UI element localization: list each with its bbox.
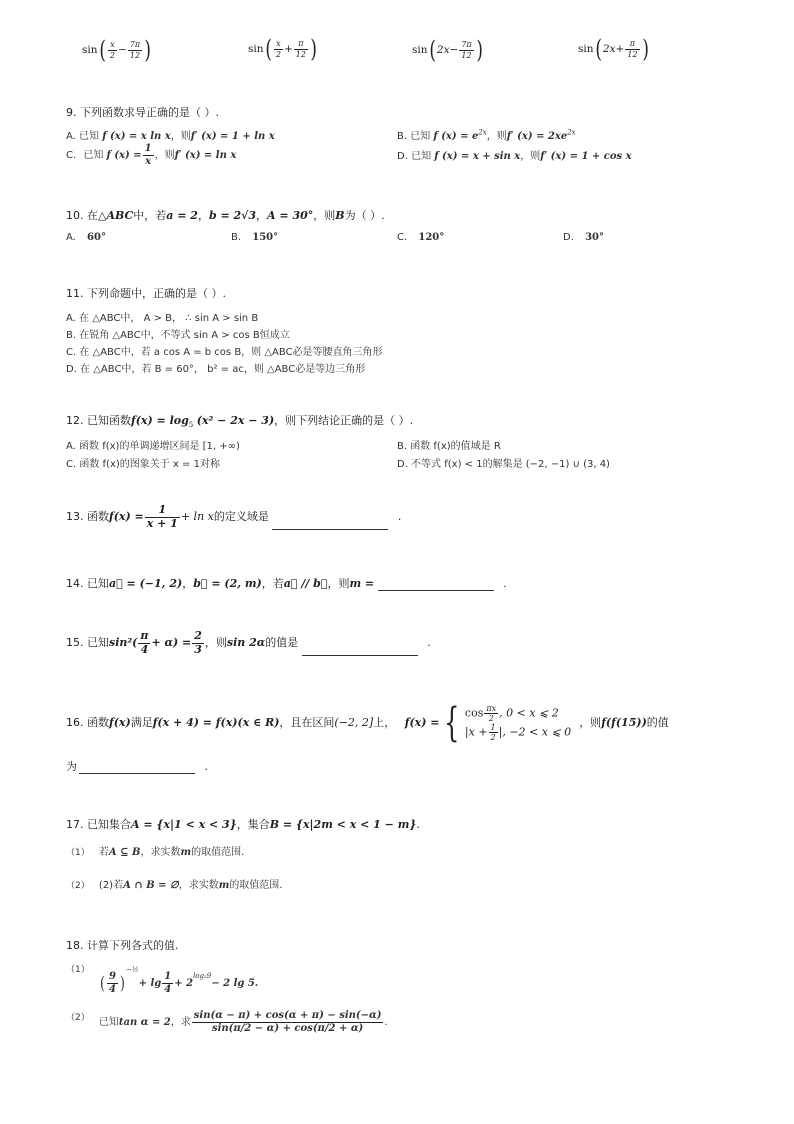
q-text: . <box>204 760 208 773</box>
q-text: 10. 在 <box>66 209 98 222</box>
q-math: A ⊆ B <box>108 847 141 858</box>
answer-blank[interactable] <box>79 763 195 774</box>
q11-option-a: A. 在 △ABC中， A > B， ∴ sin A > sin B <box>66 313 259 324</box>
fn: sin <box>248 43 264 55</box>
q-math: + 2 <box>174 978 194 989</box>
frac-num: 7π <box>461 40 472 50</box>
q13-question <box>66 504 401 530</box>
opt-label: D. <box>397 151 408 162</box>
piecewise-row-2 <box>465 723 571 742</box>
q-text: 的值 <box>646 716 669 729</box>
q12-option-d: D. 不等式 f(x) < 1的解集是 (−2, −1) ∪ (3, 4) <box>397 459 610 470</box>
abs-pre: |x + <box>464 725 488 739</box>
q-math: f(x) <box>109 716 131 729</box>
exp: −½ <box>125 966 139 974</box>
opt-math: 30° <box>585 232 604 243</box>
sub-label: （2） <box>66 881 90 891</box>
q-text: ，且在区间 <box>279 716 335 729</box>
frac-den: 2 <box>490 733 496 743</box>
q-math: b⃗ = (2, m) <box>193 577 262 590</box>
q-text: 的定义域是 <box>213 510 269 524</box>
q-text: ，求实数 <box>140 847 181 858</box>
answer-blank[interactable] <box>378 580 494 591</box>
fn: sin <box>578 43 594 55</box>
frac-den: 12 <box>461 50 472 60</box>
q14-question <box>66 575 507 591</box>
opt-math: 120° <box>418 232 445 243</box>
opt-math: f (x) = e <box>433 131 479 142</box>
q17-sub-1 <box>66 843 244 858</box>
q-math: A = 30° <box>267 209 314 222</box>
option-b-expression: sin( $\frac{x}{2}$ + $\frac{\pi}{12}$ ) <box>248 35 317 63</box>
frac-den: x + 1 <box>146 516 178 530</box>
q15-question <box>66 630 431 656</box>
frac-num: 9 <box>108 971 116 982</box>
q12-option-c: C. 函数 f(x)的图象关于 x = 1对称 <box>66 459 220 470</box>
opt-math: f (x) = <box>106 150 142 161</box>
q9-title: 9. 下列函数求导正确的是（ ）. <box>66 106 219 119</box>
q-text: 的取值范围. <box>229 880 283 891</box>
q-math: tan α = 2 <box>118 1017 171 1028</box>
q-math: f(x) = <box>404 716 440 729</box>
q-text: . <box>427 636 431 650</box>
q-math: a⃗ = (−1, 2) <box>109 577 183 590</box>
op: − <box>449 44 459 56</box>
q-math: A = {x|1 < x < 3} <box>131 818 237 831</box>
q11-option-d: D. 在 △ABC中，若 B = 60°， b² = ac，则 △ABC必是等边三角形 <box>66 364 366 375</box>
opt-math: 60° <box>87 232 106 243</box>
sub-label: （1） <box>66 848 90 858</box>
frac-num: x <box>274 39 283 49</box>
opt-label: A. <box>66 232 76 243</box>
sub-label: （1） <box>66 965 90 975</box>
frac-num: 7π <box>129 40 141 50</box>
term: 2x <box>436 44 450 56</box>
q-sub: 5 <box>188 421 194 430</box>
cond: , 0 < x ⩽ 2 <box>499 706 559 720</box>
q-text: ，求实数 <box>178 880 219 891</box>
frac-den: sin(π/2 − α) + cos(π/2 + α) <box>211 1022 364 1034</box>
q9-option-c <box>66 143 236 167</box>
q16-answer-line <box>66 758 208 774</box>
frac-den: x <box>145 155 152 167</box>
frac-num: πx <box>486 703 497 713</box>
opt-text: 已知 <box>411 151 432 162</box>
q-text: ，集合 <box>236 818 270 831</box>
q10-option-b <box>231 232 278 243</box>
frac-num: sin(α − π) + cos(α + π) − sin(−α) <box>193 1010 382 1021</box>
q-math: m <box>218 880 230 891</box>
option-d-expression: sin(2x+ $\frac{\pi}{12}$ ) <box>578 35 649 63</box>
q9-option-a <box>66 127 275 142</box>
q-math: B <box>335 209 345 222</box>
q-text: 13. 函数 <box>66 510 109 524</box>
fn: cos <box>464 706 484 720</box>
q-text: ，若 <box>261 577 284 590</box>
opt-text: ，则 <box>170 131 191 142</box>
op: + <box>615 43 625 55</box>
opt-math: f (x) = x + sin x <box>434 151 521 162</box>
q12-option-a: A. 函数 f(x)的单调递增区间是 [1, +∞) <box>66 441 240 452</box>
q-text: 15. 已知 <box>66 636 109 650</box>
q-text: 已知 <box>98 1017 119 1028</box>
q-text: ，则下列结论正确的是（ ）. <box>274 414 414 427</box>
frac-num: π <box>625 39 639 49</box>
piecewise-brace: { <box>444 700 460 746</box>
q-math: a⃗ // b⃗ <box>283 577 328 590</box>
q-text: 中，若 <box>133 209 167 222</box>
frac-num: x <box>108 40 117 50</box>
fn: sin <box>412 44 428 56</box>
q-text: . <box>384 1017 388 1028</box>
q-text: . <box>503 577 507 590</box>
q-math: f(x) = <box>109 510 144 524</box>
answer-blank[interactable] <box>272 519 388 530</box>
opt-label: A. <box>66 131 76 142</box>
q-math: + lg <box>138 978 162 989</box>
q11-option-b: B. 在锐角 △ABC中，不等式 sin A > cos B恒成立 <box>66 330 290 341</box>
op: + <box>283 43 293 55</box>
q-math: − 2 lg 5. <box>211 978 259 989</box>
q-math: f(x + 4) = f(x)(x ∈ R) <box>152 716 280 729</box>
opt-label: B. <box>397 131 408 142</box>
opt-label: C. <box>66 150 77 161</box>
q-text: . <box>416 818 420 831</box>
q-text: 14. 已知 <box>66 577 109 590</box>
q-math: A ∩ B = ∅ <box>123 880 179 891</box>
opt-text: ，则 <box>154 150 175 161</box>
q-text: ， <box>256 209 268 222</box>
q-math: m = <box>349 577 375 590</box>
frac-num: 1 <box>145 504 180 518</box>
frac-num: π <box>294 39 308 49</box>
frac-den: 12 <box>295 49 306 59</box>
q9-option-d <box>397 147 632 162</box>
q-math: B = {x|2m < x < 1 − m} <box>269 818 417 831</box>
exp: log₂9 <box>193 972 212 980</box>
opt-text: 已知 <box>410 131 431 142</box>
opt-label: B. <box>231 232 242 243</box>
q-math: f(f(15)) <box>601 716 647 729</box>
opt-label: C. <box>397 232 408 243</box>
q-math: a = 2 <box>166 209 198 222</box>
q18-sub-1 <box>66 962 258 995</box>
q-text: ，则 <box>204 636 227 650</box>
q-text: ，则 <box>579 716 602 729</box>
frac-den: 4 <box>140 642 149 656</box>
q-text: 上， <box>373 716 396 729</box>
q9-option-b <box>397 127 576 142</box>
fn: sin <box>82 44 98 56</box>
frac-den: 3 <box>194 642 202 656</box>
q-text: 为 <box>66 760 77 773</box>
q-math: △ABC <box>98 209 134 222</box>
frac-den: 12 <box>129 50 141 60</box>
q-text: ，则 <box>327 577 350 590</box>
opt-sup: 2x <box>567 128 576 137</box>
frac-num: 2 <box>194 629 202 642</box>
option-c-expression: sin(2x− $\frac{7\pi}{12}$ ) <box>412 36 483 64</box>
opt-text: 已知 <box>83 150 104 161</box>
q-math: (−2, 2] <box>334 716 374 729</box>
piecewise-rows <box>465 704 571 743</box>
cond: |, −2 < x ⩽ 0 <box>498 725 572 739</box>
q10-title <box>66 207 385 223</box>
opt-math: 150° <box>252 232 279 243</box>
q12-option-b: B. 函数 f(x)的值域是 R <box>397 441 501 452</box>
q-math: (x² − 2x − 3) <box>196 414 275 427</box>
q-math: + α) = <box>151 636 192 650</box>
q16-question <box>66 700 669 746</box>
q-text: 的值是 <box>265 636 299 650</box>
sub-1-expression: ( $\frac{9}{4}$ )$^{-\frac{1}{2}}$+ lg $\frac{1}{4}$ + $2^{log_29}- 2$ lg 5. <box>99 966 259 995</box>
answer-blank[interactable] <box>302 645 418 656</box>
opt-sup: 2x <box>478 128 487 137</box>
frac-num: 1 <box>164 971 172 982</box>
q-text: ，则 <box>313 209 336 222</box>
opt-math: f′ (x) = 1 + cos x <box>540 151 632 162</box>
q12-title <box>66 412 413 429</box>
q-math: + ln x <box>180 510 214 524</box>
term: 2x <box>602 43 616 55</box>
frac-den: 4 <box>164 983 172 995</box>
option-a-expression: sin( $\frac{x}{2}$ − $\frac{7\pi}{12}$ ) <box>82 36 152 64</box>
q-math: f(x) = log <box>131 414 189 427</box>
frac-num: 1 <box>144 143 152 154</box>
frac-den: 12 <box>627 49 638 59</box>
opt-text: 已知 <box>79 131 100 142</box>
q18-sub-2 <box>66 1010 388 1034</box>
opt-text: ，则 <box>486 131 507 142</box>
opt-math: f′ (x) = 2xe <box>506 131 568 142</box>
q-math: sin²( <box>109 636 138 650</box>
q-text: ，求 <box>170 1017 191 1028</box>
q-text: 为（ ）. <box>344 209 385 222</box>
q17-sub-2 <box>66 876 282 891</box>
q-text: . <box>397 510 402 524</box>
q18-title: 18. 计算下列各式的值. <box>66 939 179 952</box>
opt-math: f (x) = x ln x <box>102 131 171 142</box>
frac-den: 2 <box>109 50 115 60</box>
q-text: 的取值范围. <box>191 847 245 858</box>
opt-math: f′ (x) = ln x <box>174 150 237 161</box>
q11-option-c: C. 在 △ABC中，若 a cos A = b cos B，则 △ABC必是等腰直角三角形 <box>66 347 383 358</box>
frac-num: π <box>140 629 149 642</box>
sub-label: （2） <box>66 1013 90 1023</box>
q-text: 满足 <box>130 716 153 729</box>
q17-title <box>66 816 420 832</box>
frac-num: 1 <box>490 723 496 732</box>
q-math: m <box>180 847 192 858</box>
piecewise-row-1 <box>465 704 571 723</box>
q-text: 17. 已知集合 <box>66 818 131 831</box>
q-text: (2)若 <box>98 880 124 891</box>
op: − <box>117 44 127 56</box>
frac-den: 4 <box>108 983 116 995</box>
opt-math: f′ (x) = 1 + ln x <box>190 131 275 142</box>
q-math: b = 2√3 <box>208 209 257 222</box>
frac-den: 2 <box>275 49 281 59</box>
q10-option-a <box>66 232 106 243</box>
q11-title: 11. 下列命题中，正确的是（ ）. <box>66 287 226 300</box>
q-math: sin 2α <box>226 636 266 650</box>
opt-label: D. <box>563 232 574 243</box>
q-text: ， <box>182 577 194 590</box>
q-text: ， <box>197 209 209 222</box>
q10-option-d <box>563 232 604 243</box>
q10-option-c <box>397 232 444 243</box>
frac-den: 2 <box>488 713 494 723</box>
q-text: 若 <box>98 847 109 858</box>
opt-text: ，则 <box>520 151 541 162</box>
q-text: 16. 函数 <box>66 716 109 729</box>
q-text: 12. 已知函数 <box>66 414 131 427</box>
